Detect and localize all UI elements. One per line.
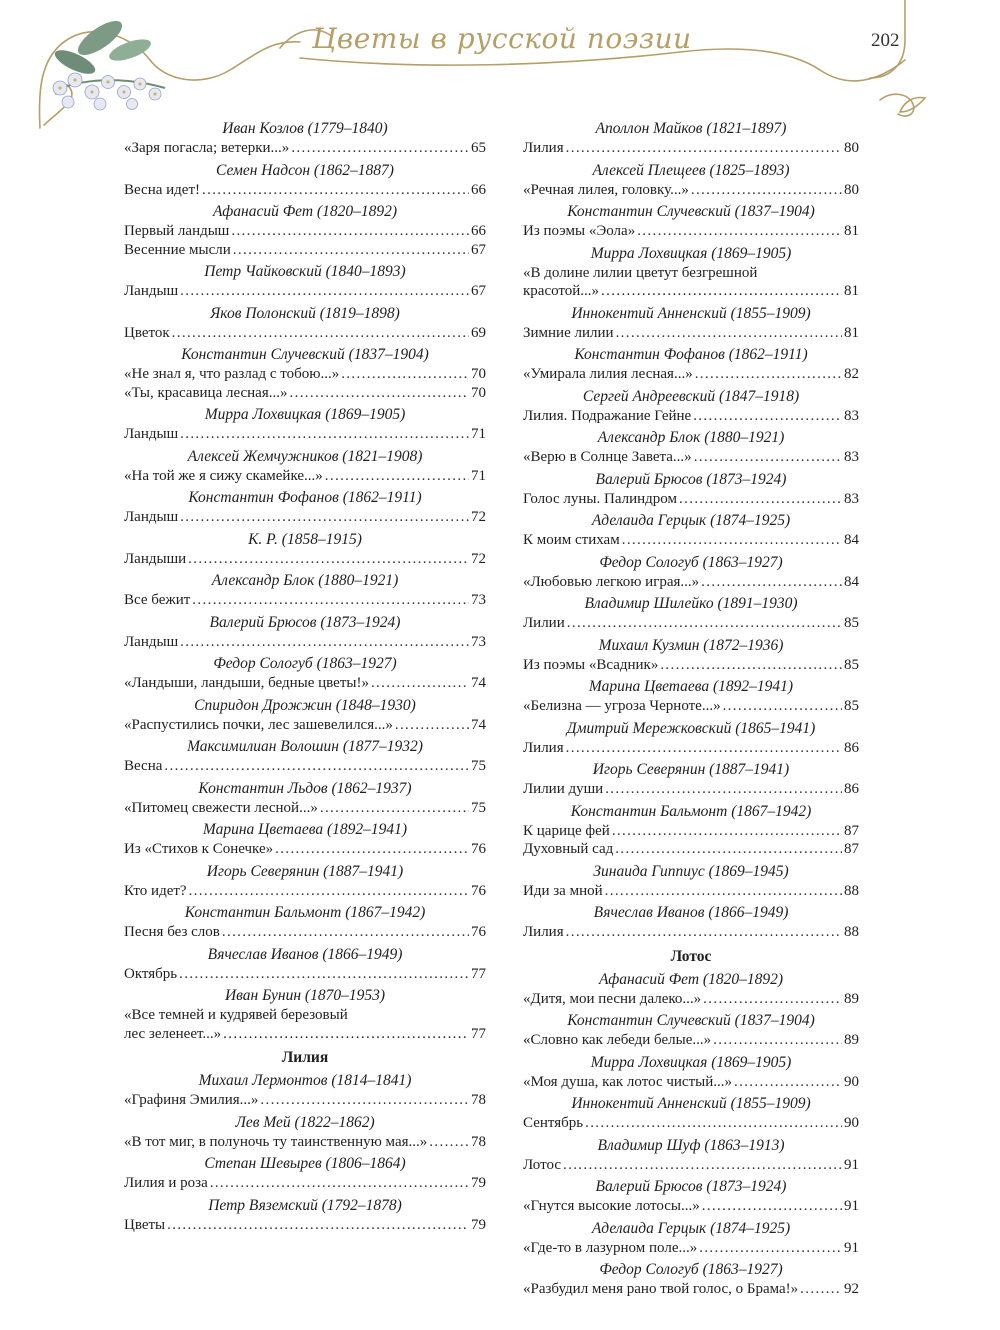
author-heading: Константин Бальмонт (1867–1942) <box>570 802 812 820</box>
entry-page-number: 83 <box>844 407 859 424</box>
toc-entry <box>523 222 859 241</box>
toc-entry <box>523 139 859 158</box>
entry-title: Ландыш <box>124 633 179 650</box>
author-heading: Иннокентий Анненский (1855–1909) <box>571 304 811 322</box>
entry-page-number: 88 <box>844 882 859 899</box>
dot-leader <box>320 799 469 818</box>
author-heading: Владимир Шуф (1863–1913) <box>597 1136 785 1154</box>
author-heading: Константин Фофанов (1862–1911) <box>188 489 422 506</box>
entry-title: Зимние лилии <box>523 324 614 341</box>
entry-title: «Распустились почки, лес зашевелился...» <box>124 716 393 733</box>
entry-title: Весенние мысли <box>124 241 231 258</box>
dot-leader <box>701 573 842 592</box>
author-heading: Константин Бальмонт (1867–1942) <box>184 904 426 921</box>
dot-leader <box>605 882 842 901</box>
entry-page-number: 87 <box>844 841 859 857</box>
author-heading: Афанасий Фет (1820–1892) <box>213 203 397 220</box>
dot-leader <box>693 407 842 426</box>
toc-entry <box>523 614 859 633</box>
dot-leader <box>429 1133 469 1152</box>
dot-leader <box>637 222 842 241</box>
dot-leader <box>231 222 469 241</box>
toc-entry <box>523 407 859 426</box>
entry-page-number: 78 <box>471 1133 486 1150</box>
entry-title: К моим стихам <box>523 532 620 548</box>
entry-title: Лилия <box>523 924 564 940</box>
toc-entry <box>523 1031 859 1050</box>
author-heading: Аполлон Майков (1821–1897) <box>595 120 787 137</box>
dot-leader <box>615 840 842 859</box>
entry-page-number: 71 <box>471 426 486 442</box>
author-heading: Константин Фофанов (1862–1911) <box>574 346 808 363</box>
author-heading: Дмитрий Мережковский (1865–1941) <box>566 719 816 737</box>
author-heading: Валерий Брюсов (1873–1924) <box>595 470 787 488</box>
entry-title: Духовный сад <box>523 841 614 857</box>
entry-title: Лилия. Подражание Гейне <box>523 407 692 424</box>
entry-page-number: 81 <box>844 324 859 341</box>
entry-title: «Гнутся высокие лотосы...» <box>523 1198 700 1214</box>
toc-entry <box>523 840 859 859</box>
toc-entry <box>124 139 486 158</box>
dot-leader <box>702 1197 842 1216</box>
toc-entry <box>124 633 486 652</box>
author-heading: Петр Чайковский (1840–1893) <box>204 263 406 280</box>
entry-title: Голос луны. Палиндром <box>523 490 678 507</box>
author-heading: Валерий Брюсов (1873–1924) <box>209 613 401 631</box>
header-ornament <box>0 0 1000 130</box>
dot-leader <box>192 591 469 610</box>
entry-page-number: 76 <box>471 882 486 899</box>
dot-leader <box>325 467 469 486</box>
author-heading: Александр Блок (1880–1921) <box>597 429 785 446</box>
author-heading: К. Р. (1858–1915) <box>248 530 362 548</box>
toc-entry <box>523 780 859 799</box>
entry-page-number: 80 <box>844 140 859 156</box>
entry-page-number: 73 <box>471 633 486 650</box>
entry-page-number: 91 <box>844 1198 859 1214</box>
author-heading: Владимир Шилейко (1891–1930) <box>584 595 798 612</box>
entry-page-number: 92 <box>844 1281 859 1297</box>
toc-entry <box>523 1156 859 1175</box>
entry-page-number: 85 <box>844 615 859 631</box>
toc-entry <box>124 1174 486 1193</box>
toc-entry <box>124 365 486 384</box>
entry-page-number: 89 <box>844 990 859 1007</box>
entry-page-number: 87 <box>844 822 859 839</box>
dot-leader <box>291 139 469 158</box>
entry-page-number: 70 <box>471 384 486 401</box>
toc-entry <box>523 573 859 592</box>
entry-page-number: 83 <box>844 490 859 507</box>
entry-page-number: 72 <box>471 550 486 567</box>
author-heading: Марина Цветаева (1892–1941) <box>202 821 408 838</box>
toc-entry <box>523 923 859 942</box>
toc-entry <box>523 882 859 901</box>
author-heading: Вячеслав Иванов (1866–1949) <box>207 945 403 963</box>
toc-entry <box>523 448 859 467</box>
dot-leader <box>660 656 842 675</box>
entry-title: Песня без слов <box>124 924 220 940</box>
author-heading: Михаил Лермонтов (1814–1841) <box>198 1072 412 1089</box>
author-heading: Яков Полонский (1819–1898) <box>210 304 400 322</box>
toc-entry <box>124 282 486 301</box>
entry-title: Лилия <box>523 739 564 756</box>
dot-leader <box>605 780 842 799</box>
entry-page-number: 71 <box>471 467 486 484</box>
entry-title: Иди за мной <box>523 882 603 899</box>
entry-page-number: 66 <box>471 181 486 198</box>
entry-title: Цветы <box>124 1216 166 1233</box>
toc-entry <box>124 840 486 859</box>
toc-entry <box>523 365 859 384</box>
entry-page-number: 81 <box>844 223 859 239</box>
entry-page-number: 76 <box>471 841 486 857</box>
author-heading: Мирра Лохвицкая (1869–1905) <box>204 406 406 423</box>
dot-leader <box>703 990 842 1009</box>
entry-title: «Заря погасла; ветерки...» <box>124 140 290 156</box>
entry-title: «Графиня Эмилия...» <box>124 1092 259 1108</box>
entry-page-number: 66 <box>471 223 486 239</box>
author-heading: Игорь Северянин (1887–1941) <box>206 862 404 880</box>
entry-title: «На той же я сижу скамейке...» <box>124 467 323 484</box>
entry-page-number: 83 <box>844 449 859 465</box>
author-heading: Федор Сологуб (1863–1927) <box>599 1261 783 1278</box>
dot-leader <box>180 425 469 444</box>
toc-entry <box>523 264 859 301</box>
author-heading: Алексей Плещеев (1825–1893) <box>592 161 790 179</box>
entry-title: «Ты, красавица лесная...» <box>124 384 288 401</box>
section-heading: Лилия <box>281 1049 329 1066</box>
page-number: 202 <box>871 30 900 51</box>
entry-page-number: 88 <box>844 924 859 940</box>
author-heading: Константин Льдов (1862–1937) <box>198 779 412 797</box>
entry-page-number: 77 <box>471 1025 486 1042</box>
author-heading: Иван Козлов (1779–1840) <box>222 120 388 137</box>
author-heading: Валерий Брюсов (1873–1924) <box>595 1178 787 1195</box>
toc-entry <box>523 822 859 841</box>
entry-title: «Словно как лебеди белые...» <box>523 1032 712 1048</box>
dot-leader <box>371 674 469 693</box>
dot-leader <box>699 1239 842 1258</box>
entry-page-number: 91 <box>844 1239 859 1256</box>
running-title: Цветы в русской поэзии <box>312 22 692 55</box>
author-heading: Лев Мей (1822–1862) <box>235 1113 375 1131</box>
author-heading: Александр Блок (1880–1921) <box>211 572 399 589</box>
entry-title: Сентябрь <box>523 1115 584 1131</box>
toc-entry <box>124 324 486 343</box>
author-heading: Аделаида Герцык (1874–1925) <box>591 1219 791 1237</box>
entry-page-number: 79 <box>471 1216 486 1233</box>
author-heading: Федор Сологуб (1863–1927) <box>599 553 783 571</box>
entry-title-line: «В долине лилии цветут безгрешной <box>523 264 758 281</box>
author-heading: Иннокентий Анненский (1855–1909) <box>571 1095 811 1112</box>
dot-leader <box>210 1174 469 1193</box>
entry-title: «Верю в Солнце Завета...» <box>523 449 692 465</box>
dot-leader <box>567 614 842 633</box>
author-heading: Михаил Кузмин (1872–1936) <box>598 636 784 654</box>
dot-leader <box>275 840 469 859</box>
dot-leader <box>713 1031 842 1050</box>
entry-page-number: 85 <box>844 698 859 714</box>
entry-title: Из «Стихов к Сонечке» <box>124 841 274 857</box>
entry-last-line <box>523 282 859 301</box>
entry-title: Кто идет? <box>124 882 187 899</box>
dot-leader <box>223 1025 469 1044</box>
entry-page-number: 84 <box>844 573 859 590</box>
dot-leader <box>172 324 469 343</box>
entry-title: «Дитя, мои песни далеко...» <box>523 990 702 1007</box>
toc-entry <box>523 739 859 758</box>
entry-title: «Любовью легкою играя...» <box>523 573 700 590</box>
entry-page-number: 91 <box>844 1156 859 1173</box>
dot-leader <box>180 282 469 301</box>
author-heading: Зинаида Гиппиус (1869–1945) <box>593 862 789 880</box>
toc-entry <box>124 508 486 527</box>
entry-title: Все бежит <box>124 592 191 608</box>
dot-leader <box>585 1114 842 1133</box>
toc-entry <box>523 1280 859 1299</box>
entry-title: «Питомец свежести лесной...» <box>124 799 318 816</box>
right-curl <box>880 94 914 116</box>
toc-entry <box>124 965 486 984</box>
entry-title: «Умирала лилия лесная...» <box>523 366 693 382</box>
entry-title: «Ландыши, ландыши, бедные цветы!» <box>124 675 369 691</box>
entry-page-number: 67 <box>471 283 486 299</box>
dot-leader <box>563 1156 842 1175</box>
toc-entry <box>124 923 486 942</box>
dot-leader <box>566 139 842 158</box>
toc-entry <box>124 241 486 260</box>
entry-title: Цветок <box>124 324 170 341</box>
entry-page-number: 90 <box>844 1073 859 1090</box>
dot-leader <box>180 508 469 527</box>
toc-entry <box>124 550 486 569</box>
toc-entry <box>523 181 859 200</box>
entry-title: Октябрь <box>124 965 178 982</box>
dot-leader <box>222 923 469 942</box>
entry-page-number: 89 <box>844 1032 859 1048</box>
entry-page-number: 86 <box>844 739 859 756</box>
toc-entry <box>523 1239 859 1258</box>
dot-leader <box>395 716 469 735</box>
dot-leader <box>180 633 469 652</box>
author-heading: Алексей Жемчужников (1821–1908) <box>187 447 423 465</box>
dot-leader <box>695 365 842 384</box>
toc-entry <box>124 882 486 901</box>
entry-title: Из поэмы «Всадник» <box>523 656 659 673</box>
contents-column-right <box>523 119 859 1299</box>
entry-page-number: 74 <box>471 716 486 733</box>
author-heading: Семен Надсон (1862–1887) <box>216 161 394 179</box>
toc-entry <box>523 531 859 550</box>
toc-entry <box>124 1133 486 1152</box>
entry-page-number: 72 <box>471 509 486 525</box>
entry-title: лес зеленеет...» <box>124 1025 222 1042</box>
author-heading: Аделаида Герцык (1874–1925) <box>591 512 791 529</box>
entry-page-number: 73 <box>471 592 486 608</box>
author-heading: Федор Сологуб (1863–1927) <box>213 655 397 672</box>
entry-page-number: 85 <box>844 656 859 673</box>
dot-leader <box>260 1091 469 1110</box>
entry-title: Первый ландыш <box>124 223 230 239</box>
dot-leader <box>622 531 842 550</box>
toc-entry <box>124 1006 486 1043</box>
entry-title-line: «Все темней и кудрявей березовый <box>124 1007 348 1023</box>
dot-leader <box>341 365 469 384</box>
entry-title: «Белизна — угроза Черноте...» <box>523 698 721 714</box>
dot-leader <box>691 181 842 200</box>
entry-page-number: 80 <box>844 181 859 198</box>
author-heading: Афанасий Фет (1820–1892) <box>599 970 783 988</box>
dot-leader <box>290 384 470 403</box>
toc-entry <box>523 1114 859 1133</box>
author-heading: Вячеслав Иванов (1866–1949) <box>593 904 789 921</box>
author-heading: Степан Шевырев (1806–1864) <box>204 1155 406 1172</box>
entry-title: Лилия <box>523 140 564 156</box>
dot-leader <box>189 882 469 901</box>
dot-leader <box>723 697 842 716</box>
toc-entry <box>124 425 486 444</box>
entry-title: «Где-то в лазурном поле...» <box>523 1239 698 1256</box>
dot-leader <box>694 448 842 467</box>
toc-entry <box>523 490 859 509</box>
entry-title: Ландыш <box>124 283 179 299</box>
entry-page-number: 75 <box>471 758 486 774</box>
toc-entry <box>124 384 486 403</box>
entry-title: Лилии души <box>523 781 604 797</box>
author-heading: Мирра Лохвицкая (1869–1905) <box>590 244 792 262</box>
author-heading: Константин Случевский (1837–1904) <box>181 346 429 363</box>
toc-entry <box>523 1073 859 1092</box>
dot-leader <box>179 965 469 984</box>
toc-entry <box>124 467 486 486</box>
dot-leader <box>566 923 842 942</box>
dot-leader <box>679 490 842 509</box>
entry-title: Весна идет! <box>124 181 200 198</box>
toc-entry <box>523 990 859 1009</box>
entry-page-number: 81 <box>844 283 859 299</box>
entry-page-number: 84 <box>844 532 859 548</box>
toc-entry <box>523 1197 859 1216</box>
toc-entry <box>124 799 486 818</box>
dot-leader <box>167 1216 469 1235</box>
author-heading: Мирра Лохвицкая (1869–1905) <box>590 1053 792 1071</box>
entry-title: «В тот миг, в полуночь ту таинственную мая...» <box>124 1133 428 1150</box>
author-heading: Спиридон Дрожжин (1848–1930) <box>194 696 416 714</box>
entry-page-number: 65 <box>471 140 486 156</box>
entry-title: Ландыши <box>124 550 187 567</box>
author-heading: Марина Цветаева (1892–1941) <box>588 678 794 695</box>
entry-title: Из поэмы «Эола» <box>523 223 636 239</box>
entry-page-number: 75 <box>471 799 486 816</box>
dot-leader <box>734 1073 842 1092</box>
dot-leader <box>233 241 469 260</box>
section-heading: Лотос <box>670 947 712 965</box>
entry-page-number: 82 <box>844 366 859 382</box>
entry-title: Весна <box>124 758 163 774</box>
toc-entry <box>124 591 486 610</box>
entry-page-number: 78 <box>471 1092 486 1108</box>
entry-title: «Моя душа, как лотос чистый...» <box>523 1073 732 1090</box>
entry-title: «Речная лилея, головку...» <box>523 181 689 198</box>
entry-page-number: 69 <box>471 324 486 341</box>
entry-page-number: 76 <box>471 924 486 940</box>
dot-leader <box>616 324 842 343</box>
lily-of-the-valley-illustration <box>52 15 165 110</box>
entry-page-number: 77 <box>471 965 486 982</box>
author-heading: Игорь Северянин (1887–1941) <box>592 761 790 778</box>
toc-entry <box>124 1216 486 1235</box>
toc-entry <box>523 656 859 675</box>
entry-title: Лилия и роза <box>124 1175 208 1191</box>
entry-title: Ландыш <box>124 509 179 525</box>
dot-leader <box>601 282 842 301</box>
toc-entry <box>124 757 486 776</box>
dot-leader <box>164 757 469 776</box>
author-heading: Петр Вяземский (1792–1878) <box>208 1196 402 1214</box>
entry-last-line <box>124 1025 486 1044</box>
entry-title: Лотос <box>523 1156 561 1173</box>
entry-page-number: 90 <box>844 1115 859 1131</box>
dot-leader <box>202 181 469 200</box>
entry-page-number: 86 <box>844 781 859 797</box>
toc-entry <box>523 324 859 343</box>
author-heading: Константин Случевский (1837–1904) <box>567 1012 815 1029</box>
author-heading: Константин Случевский (1837–1904) <box>567 203 815 220</box>
entry-page-number: 70 <box>471 366 486 382</box>
entry-title: «Разбудил меня рано твой голос, о Брама!» <box>523 1281 799 1297</box>
author-heading: Иван Бунин (1870–1953) <box>224 987 386 1004</box>
dot-leader <box>612 822 842 841</box>
entry-title: красотой...» <box>523 283 600 299</box>
toc-entry <box>124 222 486 241</box>
dot-leader <box>188 550 469 569</box>
entry-title: Ландыш <box>124 426 179 442</box>
toc-entry <box>124 716 486 735</box>
toc-entry <box>124 181 486 200</box>
dot-leader <box>566 739 842 758</box>
entry-page-number: 67 <box>471 241 486 258</box>
author-heading: Сергей Андреевский (1847–1918) <box>582 387 800 405</box>
toc-entry <box>523 697 859 716</box>
toc-entry <box>124 1091 486 1110</box>
entry-title: К царице фей <box>523 822 610 839</box>
author-heading: Максимилиан Волошин (1877–1932) <box>187 738 423 755</box>
entry-title: «Не знал я, что разлад с тобою...» <box>124 366 340 382</box>
entry-page-number: 74 <box>471 675 486 691</box>
dot-leader <box>800 1280 842 1299</box>
entry-page-number: 79 <box>471 1175 486 1191</box>
toc-entry <box>124 674 486 693</box>
entry-title: Лилии <box>523 615 565 631</box>
contents-column-left <box>124 119 486 1234</box>
